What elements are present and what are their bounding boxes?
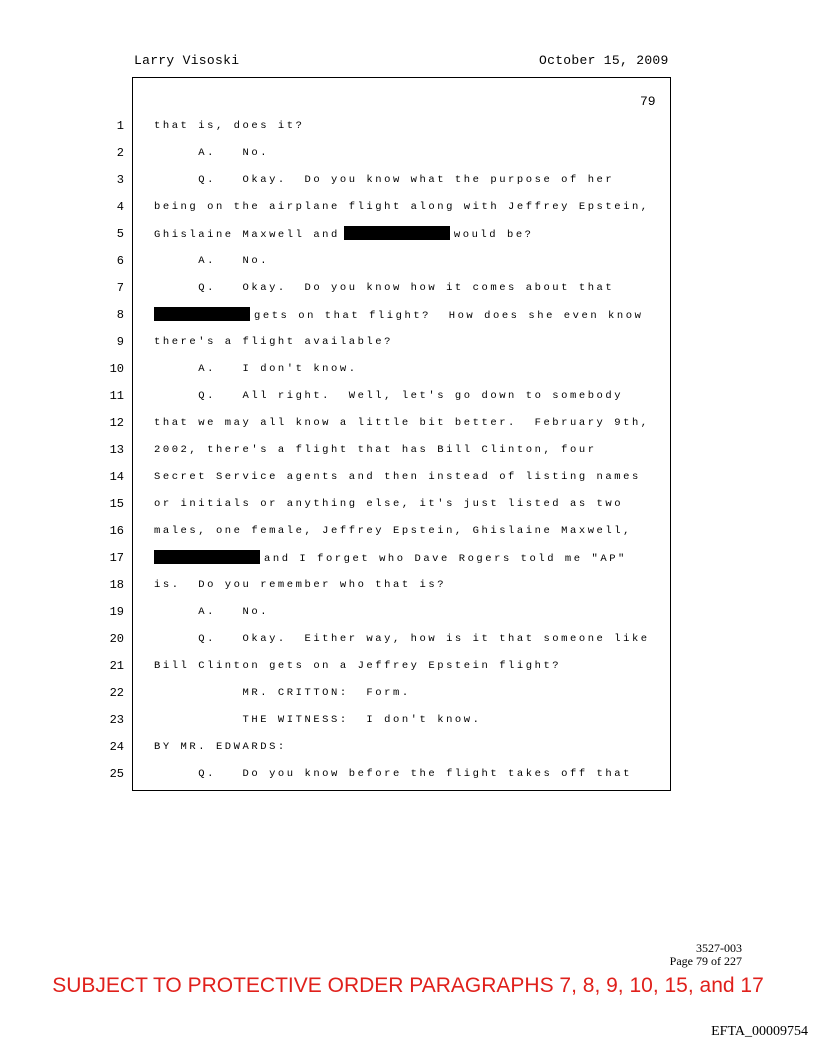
transcript-line xyxy=(154,550,627,567)
deponent-name: Larry Visoski xyxy=(134,53,240,68)
transcript-line: Bill Clinton gets on a Jeffrey Epstein flight? xyxy=(154,660,562,672)
bates-number: EFTA_00009754 xyxy=(711,1024,808,1039)
transcript-line: Q. All right. Well, let's go down to somebody xyxy=(154,390,624,402)
transcript-line: Q. Okay. Do you know what the purpose of her xyxy=(154,174,615,186)
transcript-line xyxy=(154,226,534,243)
transcript-page-number: 79 xyxy=(640,94,656,109)
transcript-line: A. No. xyxy=(154,147,270,159)
transcript-line: THE WITNESS: I don't know. xyxy=(154,714,482,726)
transcript-line: or initials or anything else, it's just listed as two xyxy=(154,498,624,510)
line-number: 20 xyxy=(109,632,124,646)
transcript-line: males, one female, Jeffrey Epstein, Ghislaine Maxwell, xyxy=(154,525,632,537)
line-number: 3 xyxy=(116,173,124,187)
transcript-line: Q. Do you know before the flight takes off that xyxy=(154,768,632,780)
redaction-block xyxy=(154,307,250,321)
line-number: 9 xyxy=(116,335,124,349)
transcript-line: 2002, there's a flight that has Bill Clinton, four xyxy=(154,444,597,456)
line-number: 2 xyxy=(116,146,124,160)
transcript-line: there's a flight available? xyxy=(154,336,393,348)
line-number: 19 xyxy=(109,605,124,619)
line-number: 17 xyxy=(109,551,124,565)
line-number: 18 xyxy=(109,578,124,592)
line-number: 21 xyxy=(109,659,124,673)
doc-code: 3527-003 xyxy=(696,941,742,955)
line-number: 14 xyxy=(109,470,124,484)
line-number: 24 xyxy=(109,740,124,754)
line-number: 12 xyxy=(109,416,124,430)
line-number: 11 xyxy=(109,389,124,403)
transcript-line: that is, does it? xyxy=(154,120,305,132)
transcript-line: Q. Okay. Either way, how is it that someone like xyxy=(154,633,650,645)
text-segment: Ghislaine Maxwell and xyxy=(154,229,340,241)
transcript-line: A. No. xyxy=(154,255,270,267)
transcript-line: being on the airplane flight along with Jeffrey Epstein, xyxy=(154,201,650,213)
redaction-block xyxy=(344,226,450,240)
redaction-block xyxy=(154,550,260,564)
line-number: 23 xyxy=(109,713,124,727)
line-number: 4 xyxy=(116,200,124,214)
line-number: 7 xyxy=(116,281,124,295)
transcript-line: is. Do you remember who that is? xyxy=(154,579,447,591)
line-number: 10 xyxy=(109,362,124,376)
transcript-line: Secret Service agents and then instead of listing names xyxy=(154,471,641,483)
line-number: 1 xyxy=(116,119,124,133)
line-number: 13 xyxy=(109,443,124,457)
line-number: 25 xyxy=(109,767,124,781)
text-segment: would be? xyxy=(453,229,534,241)
deposition-date: October 15, 2009 xyxy=(539,53,669,68)
protective-order-notice: SUBJECT TO PROTECTIVE ORDER PARAGRAPHS 7, 8, 9, 10, 15, and 17 xyxy=(52,974,764,997)
line-number: 8 xyxy=(116,308,124,322)
transcript-line: BY MR. EDWARDS: xyxy=(154,741,287,753)
transcript-line: A. No. xyxy=(154,606,270,618)
transcript-line: Q. Okay. Do you know how it comes about that xyxy=(154,282,615,294)
line-number: 5 xyxy=(116,227,124,241)
transcript-line: MR. CRITTON: Form. xyxy=(154,687,411,699)
text-segment: and I forget who Dave Rogers told me "AP" xyxy=(264,553,627,565)
transcript-line xyxy=(154,307,643,324)
line-number: 15 xyxy=(109,497,124,511)
line-number: 22 xyxy=(109,686,124,700)
transcript-line: A. I don't know. xyxy=(154,363,358,375)
transcript-line: that we may all know a little bit better. February 9th, xyxy=(154,417,650,429)
line-number: 6 xyxy=(116,254,124,268)
text-segment: gets on that flight? How does she even know xyxy=(254,310,644,322)
page-of-total: Page 79 of 227 xyxy=(669,954,742,968)
line-number: 16 xyxy=(109,524,124,538)
document-code xyxy=(670,942,742,968)
